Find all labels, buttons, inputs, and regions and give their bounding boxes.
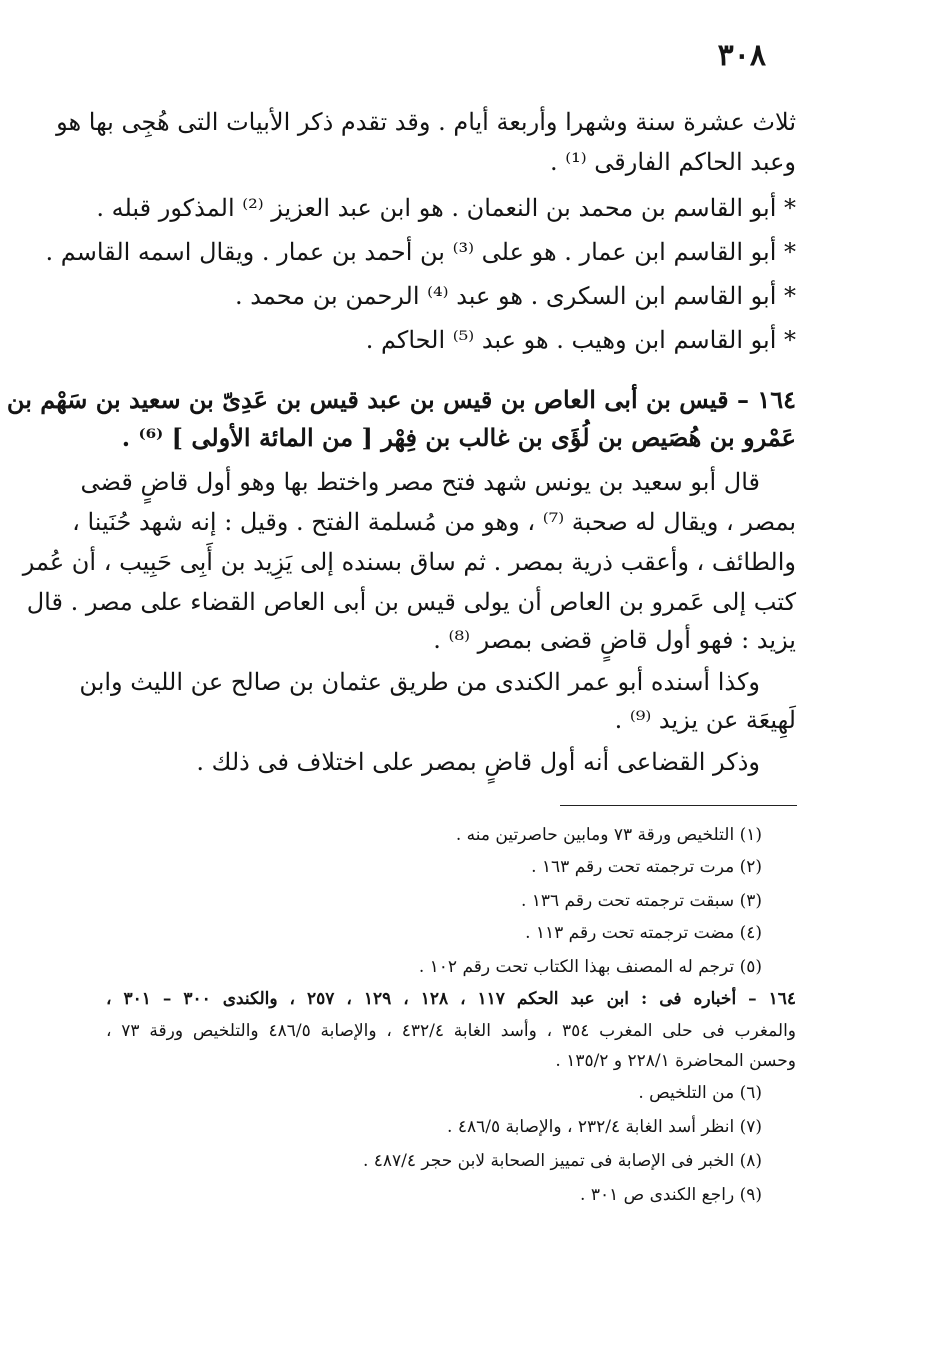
entry-heading-line-2: عَمْرو بن هُصَيص بن لُؤَى بن غالب بن فِهْر [ من المائة الأولى ] ⁽⁶⁾ . [121,423,796,452]
paragraph2-line-2: لَهِيعَة عن يزيد ⁽⁹⁾ . [614,706,796,734]
footnote-3: (٣) سبقت ترجمته تحت رقم ١٣٦ . [520,891,762,911]
entry-heading-line-1: ١٦٤ – قيس بن أبى العاص بن قيس بن عبد قيس بن عَدِىّ بن سعيد بن سَهْم بن [6,385,796,414]
sources-line-1: ١٦٤ – أخباره فى : ابن عبد الحكم ١١٧ ، ١٢٨ ، ١٢٩ ، ٢٥٧ ، والكندى ٣٠٠ – ٣٠١ ، [106,989,797,1009]
paragraph-line-5: يزيد : فهو أول قاضٍ قضى بمصر ⁽⁸⁾ . [433,626,796,654]
footnote-9: (٩) راجع الكندى ص ٣٠١ . [580,1185,762,1205]
paragraph-line-1: قال أبو سعيد بن يونس شهد فتح مصر واختط بها وهو أول قاضٍ قضى [80,468,760,496]
sources-line-3: وحسن المحاضرة ٢٢٨/١ و ١٣٥/٢ . [555,1051,796,1071]
footnote-separator [560,805,797,806]
text-line-2: وعبد الحاكم الفارقى ⁽¹⁾ . [550,148,796,176]
footnote-7: (٧) انظر أسد الغابة ٢٣٢/٤ ، والإصابة ٤٨٦/٥ . [447,1117,762,1137]
paragraph-line-4: كتب إلى عَمرو بن العاص أن يولى قيس بن أبى العاص القضاء على مصر . قال [26,588,796,616]
footnote-6: (٦) من التلخيص . [638,1083,762,1103]
footnote-8: (٨) الخبر فى الإصابة فى تمييز الصحابة لابن حجر ٤٨٧/٤ . [362,1151,762,1171]
list-item-abu-alqasim-3: * أبو القاسم ابن السكرى . هو عبد ⁽⁴⁾ الرحمن بن محمد . [235,282,796,310]
footnote-1: (١) التلخيص ورقة ٧٣ ومابين حاصرتين منه . [455,825,762,845]
footnote-2: (٢) مرت ترجمته تحت رقم ١٦٣ . [531,857,762,877]
text-line-1: ثلاث عشرة سنة وشهرا وأربعة أيام . وقد تقدم ذكر الأبيات التى هُجِى بها هو [56,108,796,136]
sources-line-2: والمغرب فى حلى المغرب ٣٥٤ ، وأسد الغابة ٤٣٢/٤ ، والإصابة ٤٨٦/٥ والتلخيص ورقة ٧٣ ، [106,1021,797,1041]
paragraph-line-2: بمصر ، ويقال له صحبة ⁽⁷⁾ ، وهو من مُسلمة الفتح . وقيل : إنه شهد حُنَينا ، [72,508,796,536]
paragraph2-line-1: وكذا أسنده أبو عمر الكندى من طريق عثمان بن صالح عن الليث وابن [79,668,760,696]
footnote-4: (٤) مضت ترجمته تحت رقم ١١٣ . [525,923,762,943]
page-number: ٣٠٨ [717,38,766,73]
paragraph-line-3: والطائف ، وأعقب ذرية بمصر . ثم ساق بسنده إلى يَزِيد بن أَبِى حَبِيب ، أن عُمر [22,548,796,576]
paragraph3-line-1: وذكر القضاعى أنه أول قاضٍ بمصر على اختلاف فى ذلك . [196,748,760,776]
list-item-abu-alqasim-4: * أبو القاسم ابن وهيب . هو عبد ⁽⁵⁾ الحاكم . [365,326,796,354]
list-item-abu-alqasim-1: * أبو القاسم بن محمد بن النعمان . هو ابن عبد العزيز ⁽²⁾ المذكور قبله . [96,194,796,222]
list-item-abu-alqasim-2: * أبو القاسم ابن عمار . هو على ⁽³⁾ بن أحمد بن عمار . ويقال اسمه القاسم . [45,238,796,266]
footnote-5: (٥) ترجم له المصنف بهذا الكتاب تحت رقم ١٠٢ . [418,957,762,977]
